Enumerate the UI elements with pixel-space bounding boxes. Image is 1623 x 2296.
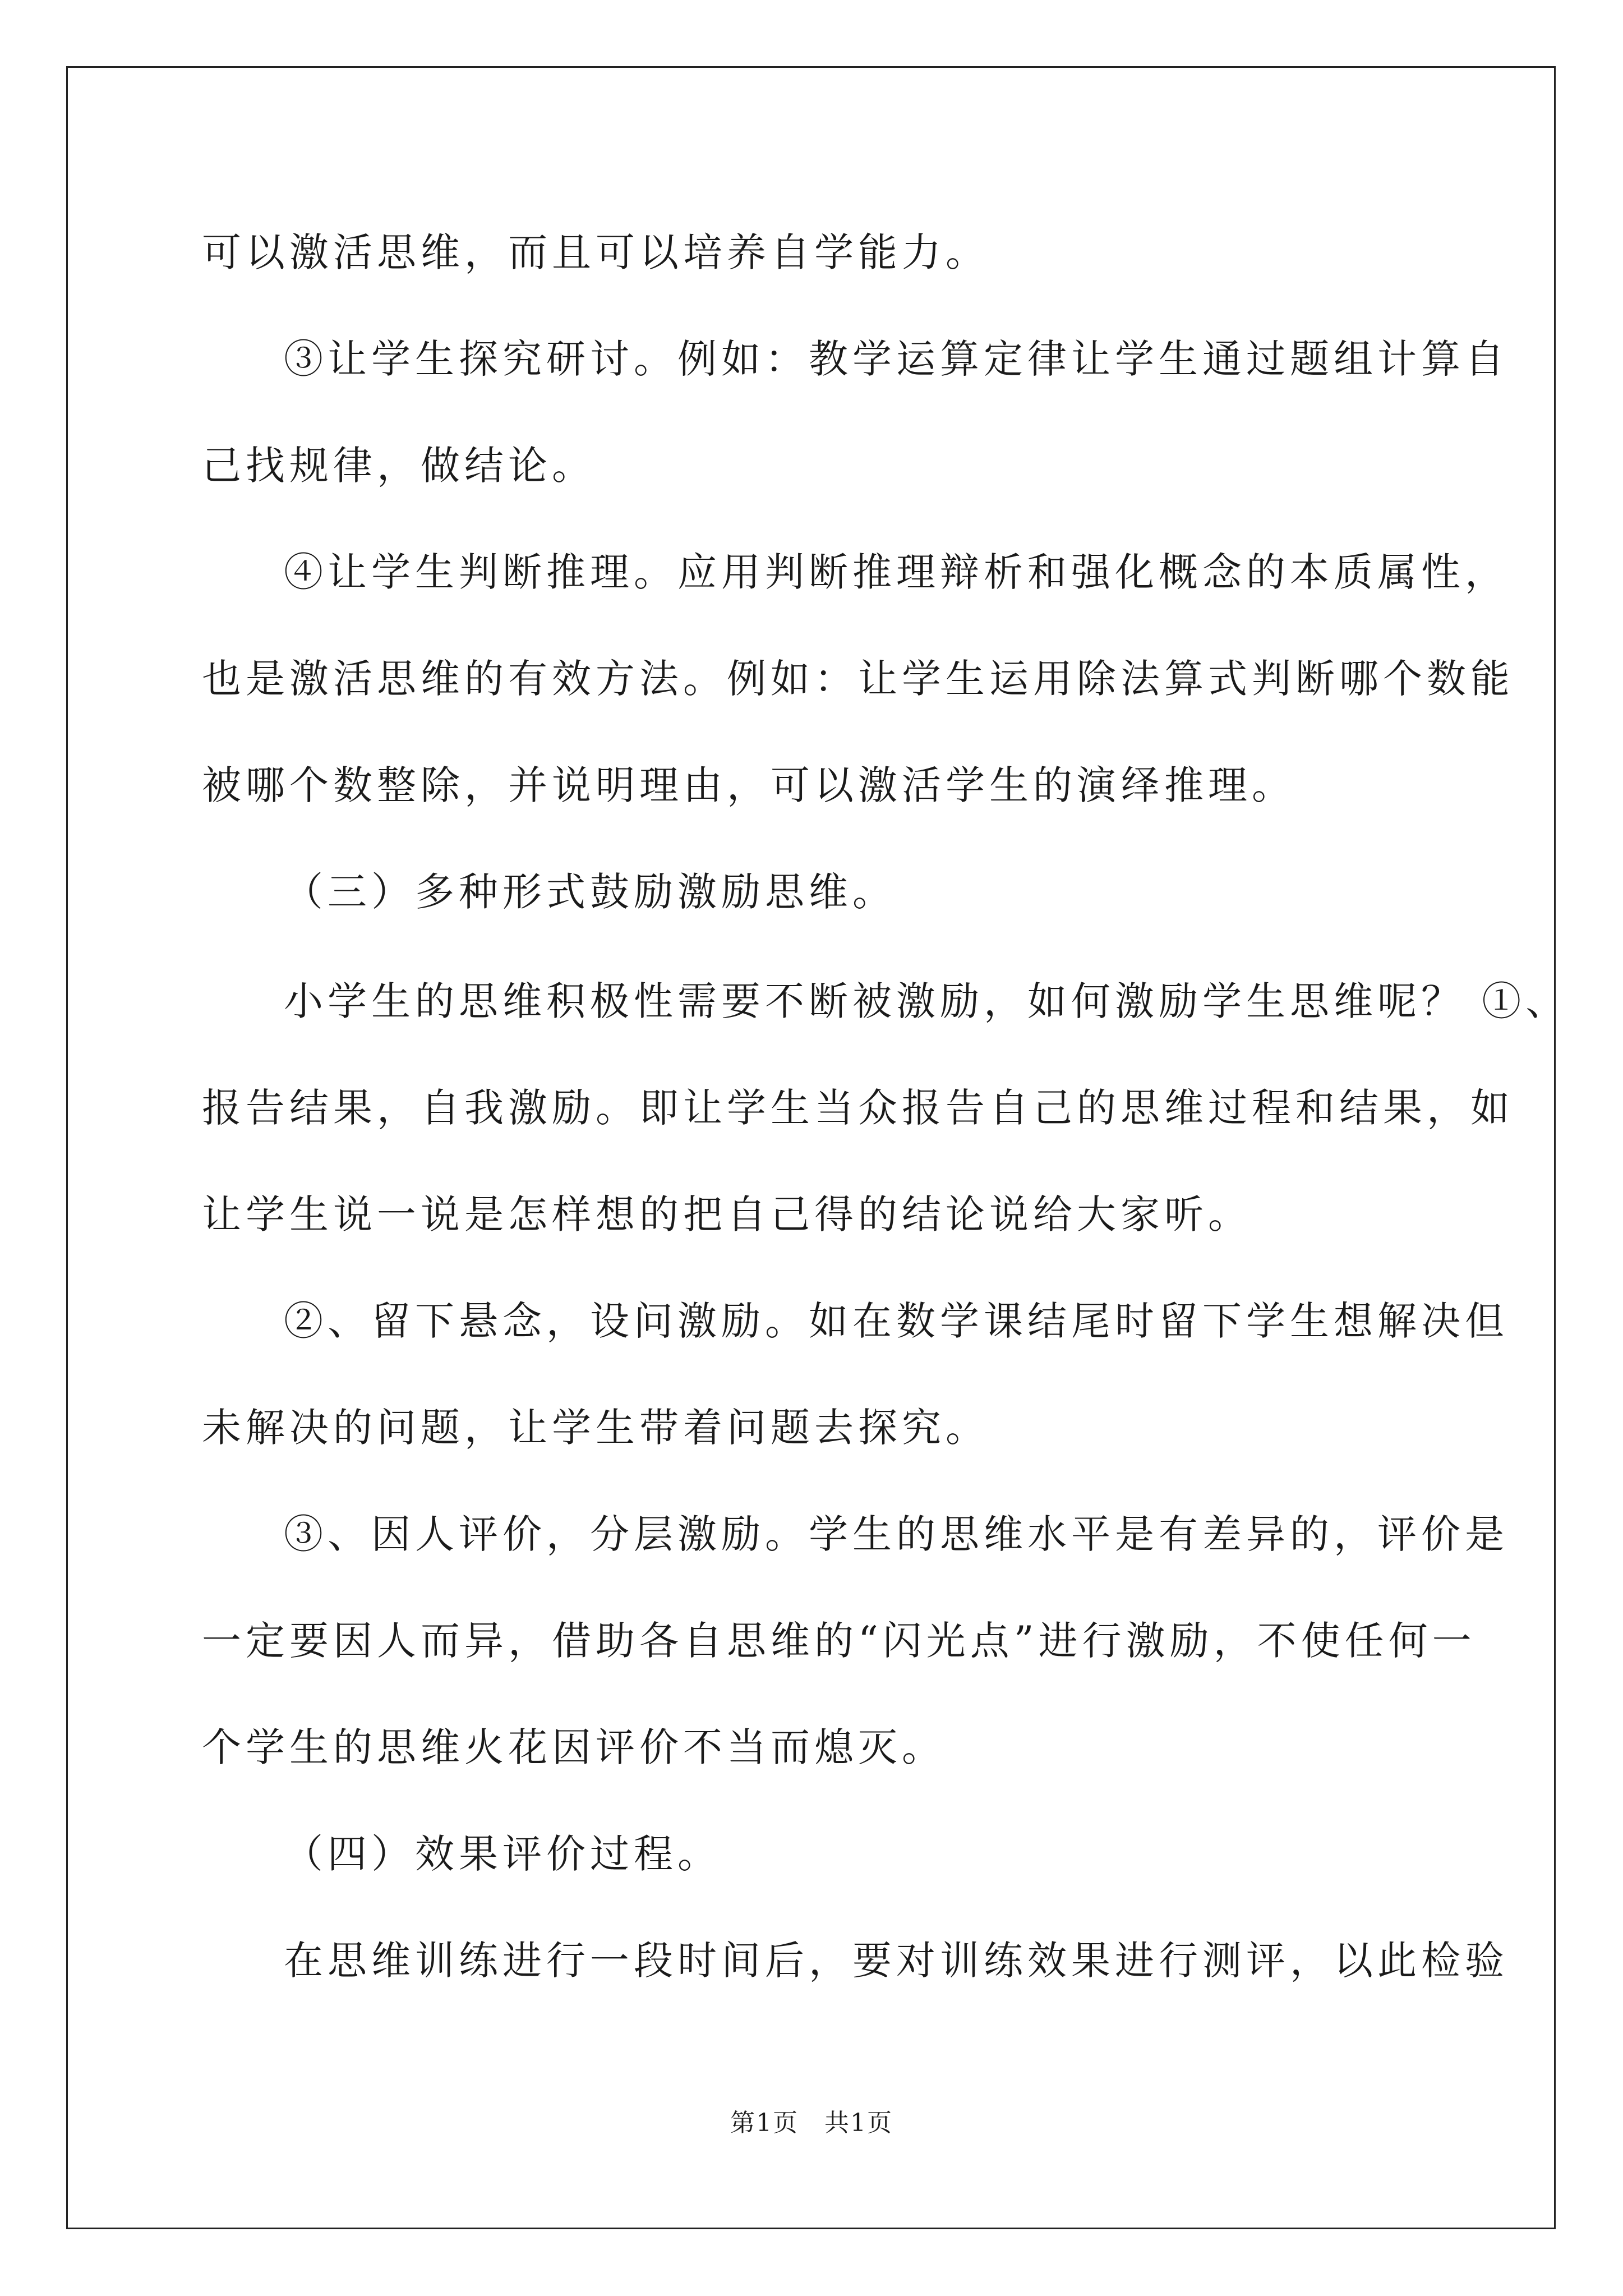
paragraph-line: 让学生说一说是怎样想的把自己得的结论说给大家听。 [202,1191,1252,1237]
page-number: 第1页 [730,2109,799,2137]
page-total: 共1页 [824,2109,893,2137]
section-heading: （四）效果评价过程。 [284,1831,721,1877]
paragraph-line: 小学生的思维积极性需要不断被激励，如何激励学生思维呢？ ①、 [284,978,1570,1024]
paragraph-line: 也是激活思维的有效方法。例如：让学生运用除法算式判断哪个数能 [202,656,1514,702]
paragraph-line: 可以激活思维，而且可以培养自学能力。 [202,229,989,275]
paragraph-line: ③让学生探究研讨。例如：教学运算定律让学生通过题组计算自 [284,336,1509,382]
paragraph-line: 未解决的问题，让学生带着问题去探究。 [202,1405,989,1451]
paragraph-line: ③、因人评价，分层激励。学生的思维水平是有差异的，评价是 [284,1511,1509,1557]
page-border [66,66,1556,2229]
paragraph-line: 己找规律，做结论。 [202,443,596,489]
paragraph-line: ④让学生判断推理。应用判断推理辩析和强化概念的本质属性， [284,549,1509,595]
paragraph-line: 在思维训练进行一段时间后，要对训练效果进行测评，以此检验 [284,1938,1509,1984]
page-footer [0,2106,1623,2140]
paragraph-line: 一定要因人而异，借助各自思维的“闪光点”进行激励，不使任何一 [202,1618,1476,1664]
paragraph-line: 被哪个数整除，并说明理由，可以激活学生的演绎推理。 [202,762,1295,808]
paragraph-line: 个学生的思维火花因评价不当而熄灭。 [202,1724,946,1770]
paragraph-line: ②、留下悬念，设问激励。如在数学课结尾时留下学生想解决但 [284,1298,1509,1344]
paragraph-line: 报告结果，自我激励。即让学生当众报告自己的思维过程和结果，如 [202,1085,1514,1131]
section-heading: （三）多种形式鼓励激励思维。 [284,869,896,915]
